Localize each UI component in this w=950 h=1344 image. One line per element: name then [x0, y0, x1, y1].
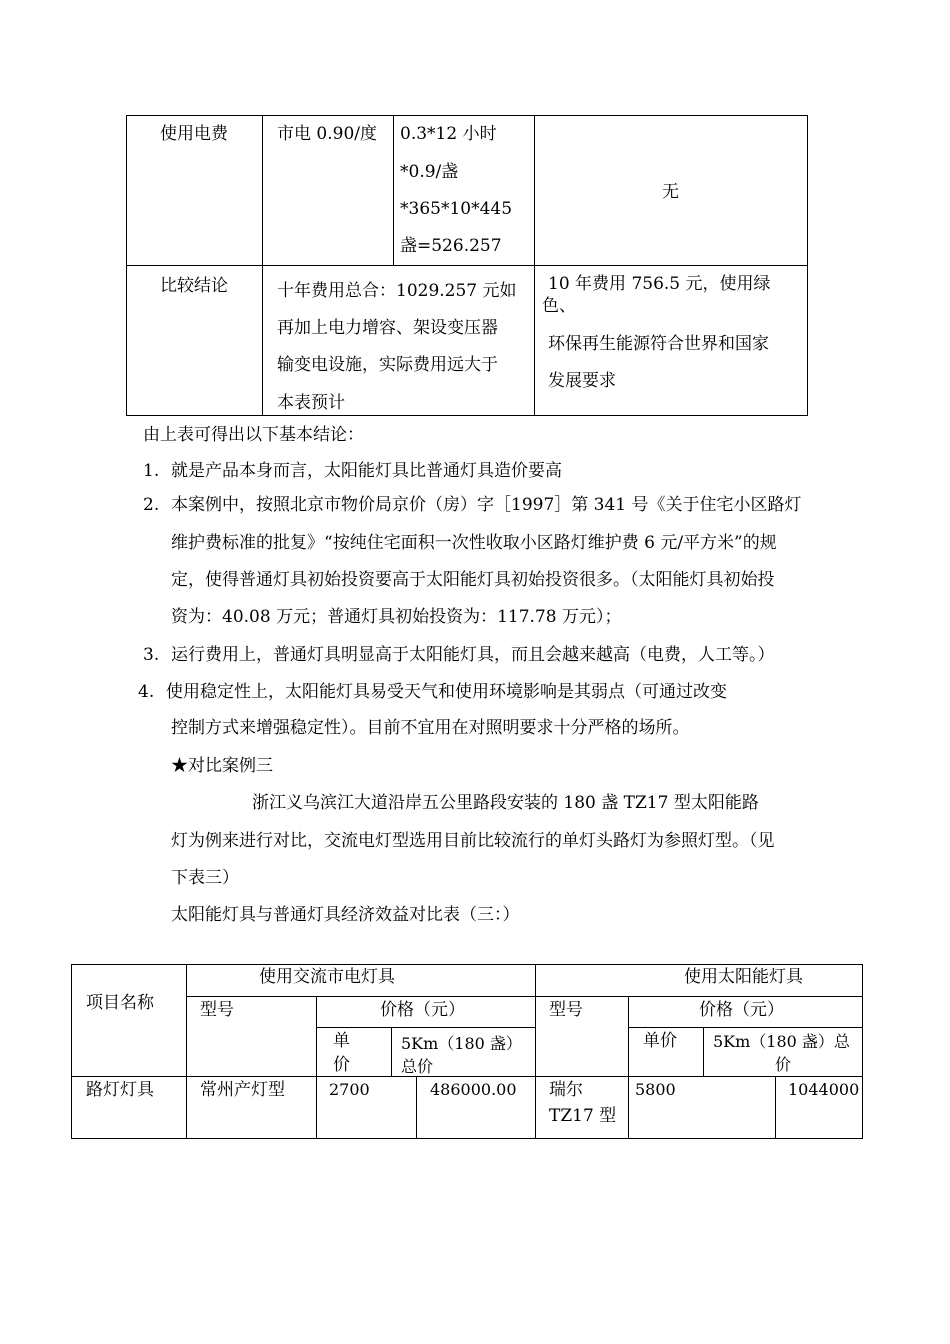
table-header: 5Km（180 盏）	[401, 1034, 522, 1053]
table-cell-label: 使用电费	[160, 124, 228, 144]
table-cell: 瑞尔	[549, 1080, 583, 1100]
list-number: 1.	[143, 461, 160, 481]
table-cell-line: 盏=526.257	[400, 236, 502, 256]
table-cell-line: *365*10*445	[400, 199, 513, 219]
table-cell-line: 本表预计	[277, 393, 345, 413]
table-header: 单	[333, 1031, 350, 1051]
table-cell-line: 再加上电力增容、架设变压器	[277, 318, 498, 338]
list-item: 定，使得普通灯具初始投资要高于太阳能灯具初始投资很多。（太阳能灯具初始投	[171, 570, 775, 590]
table-cell-line: 环保再生能源符合世界和国家	[548, 334, 769, 354]
table-header: 使用太阳能灯具	[684, 967, 803, 987]
table-cell-line: 色、	[542, 296, 576, 316]
list-number: 4.	[138, 682, 155, 702]
table-cell-line: 10 年费用 756.5 元，使用绿	[548, 274, 771, 294]
table-header: 单价	[643, 1031, 677, 1051]
table-cell-line: 0.3*12 小时	[400, 124, 497, 144]
table-cell: TZ17 型	[549, 1106, 617, 1126]
table-header: 项目名称	[86, 993, 154, 1013]
table-cell: 市电 0.90/度	[277, 124, 377, 144]
table-cell: 1044000	[788, 1080, 860, 1099]
case3-text: 灯为例来进行对比，交流电灯型选用目前比较流行的单灯头路灯为参照灯型。（见	[171, 831, 775, 851]
list-number: 3.	[143, 645, 160, 665]
list-item: 运行费用上，普通灯具明显高于太阳能灯具，而且会越来越高（电费，人工等。）	[171, 645, 775, 665]
table-header: 型号	[549, 1000, 583, 1020]
case3-heading: ★对比案例三	[171, 756, 273, 776]
table-header: 总价	[401, 1057, 434, 1076]
intro-text: 由上表可得出以下基本结论：	[143, 425, 364, 445]
table-header: 使用交流市电灯具	[259, 967, 395, 987]
table-cell-line: 十年费用总合：1029.257 元如	[277, 281, 517, 301]
list-item: 控制方式来增强稳定性）。目前不宜用在对照明要求十分严格的场所。	[171, 718, 690, 738]
table-cell-line: 发展要求	[548, 371, 616, 391]
case3-text: 浙江义乌滨江大道沿岸五公里路段安装的 180 盏 TZ17 型太阳能路	[252, 793, 759, 813]
table-header: 价	[333, 1055, 350, 1075]
list-item: 本案例中，按照北京市物价局京价（房）字［1997］第 341 号《关于住宅小区路灯	[171, 495, 802, 515]
list-item: 维护费标准的批复》“按纯住宅面积一次性收取小区路灯维护费 6 元/平方米”的规	[171, 533, 777, 553]
case3-text: 下表三）	[171, 868, 239, 888]
table-cell: 路灯灯具	[86, 1080, 154, 1100]
table-header: 价格（元）	[699, 1000, 784, 1020]
table-cell-line: *0.9/盏	[400, 162, 459, 182]
table-cell: 2700	[329, 1080, 370, 1099]
list-item: 就是产品本身而言，太阳能灯具比普通灯具造价要高	[171, 461, 562, 481]
table-cell-label: 比较结论	[160, 276, 228, 296]
table-cell: 486000.00	[430, 1080, 517, 1099]
table-cell: 无	[662, 182, 679, 202]
table-header: 价	[775, 1055, 792, 1074]
list-item: 资为：40.08 万元；普通灯具初始投资为：117.78 万元）；	[171, 607, 622, 627]
table-header: 5Km（180 盏）总	[713, 1032, 850, 1051]
list-item: 使用稳定性上，太阳能灯具易受天气和使用环境影响是其弱点（可通过改变	[166, 682, 727, 702]
list-number: 2.	[143, 495, 160, 515]
table-cell-line: 输变电设施，实际费用远大于	[277, 355, 498, 375]
table-header: 型号	[200, 1000, 234, 1020]
table-caption: 太阳能灯具与普通灯具经济效益对比表（三：）	[171, 905, 520, 925]
table-cell: 常州产灯型	[200, 1080, 285, 1100]
table-cell: 5800	[635, 1080, 676, 1099]
table-header: 价格（元）	[380, 1000, 465, 1020]
